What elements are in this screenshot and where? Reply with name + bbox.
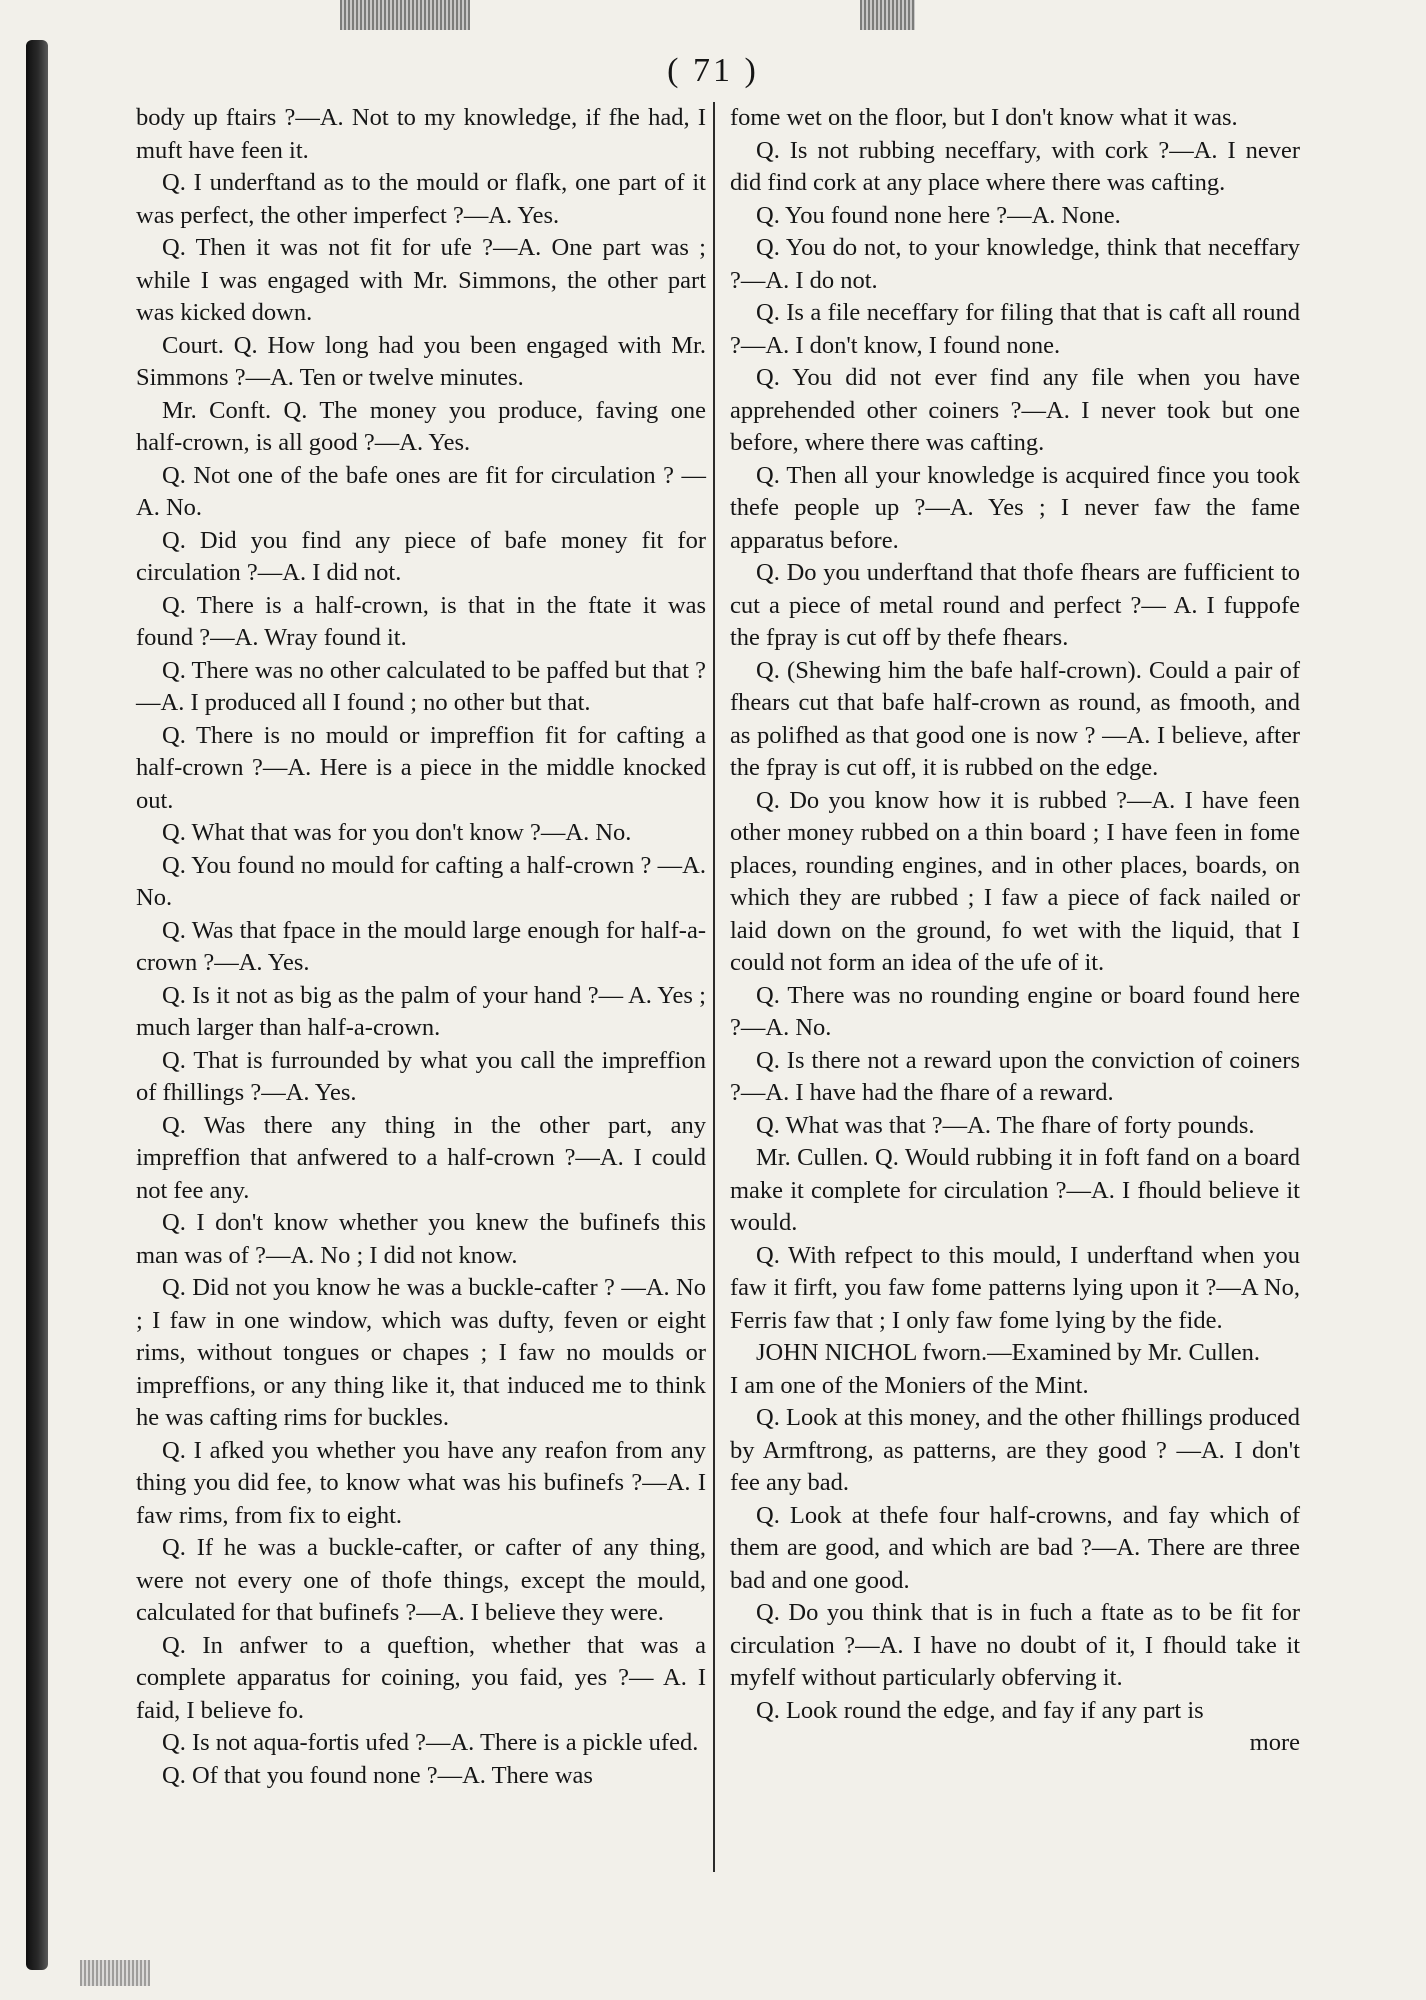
paragraph: Q. There is a half-crown, is that in the ftate it was found ?—A. Wray found it. — [136, 591, 706, 651]
paragraph: Q. You found no mould for cafting a half-crown ? —A. No. — [136, 851, 706, 911]
header-ornament-right — [860, 0, 915, 30]
paragraph: Q. (Shewing him the bafe half-crown). Could a pair of fhears cut that bafe half-crown as round, as fmooth, and as polifhed as that good one is now ? —A. I believe, after the fpray is cut off, it is rubbed on the edge. — [730, 656, 1300, 781]
paragraph: more — [1249, 1729, 1300, 1756]
paragraph: JOHN NICHOL fworn.—Examined by Mr. Cullen. — [756, 1339, 1261, 1366]
paragraph: Q. You do not, to your knowledge, think that neceffary ?—A. I do not. — [730, 234, 1300, 294]
paragraph: Q. Did not you know he was a buckle-cafter ? —A. No ; I faw in one window, which was dufty, feven or eight rims, without tongues or chapes ; I faw no moulds or impreffions, or any thing like it, that induced me to think he was cafting rims for buckles. — [136, 1274, 706, 1431]
left-column — [136, 102, 706, 1942]
paragraph: Q. That is furrounded by what you call the impreffion of fhillings ?—A. Yes. — [136, 1046, 706, 1106]
paragraph: Q. Then it was not fit for ufe ?—A. One part was ; while I was engaged with Mr. Simmons, the other part was kicked down. — [136, 234, 706, 326]
paragraph: Q. Is a file neceffary for filing that that is caft all round ?—A. I don't know, I found none. — [730, 299, 1300, 359]
paragraph: Q. If he was a buckle-cafter, or cafter of any thing, were not every one of thofe things, except the mould, calculated for that bufinefs ?—A. I believe they were. — [136, 1534, 706, 1626]
paragraph: Q. Do you think that is in fuch a ftate as to be fit for circulation ?—A. I have no doubt of it, I fhould take it myfelf without particularly obferving it. — [730, 1599, 1300, 1691]
paragraph: Mr. Conft. Q. The money you produce, faving one half-crown, is all good ?—A. Yes. — [136, 396, 706, 456]
paragraph: Q. There was no rounding engine or board found here ?—A. No. — [730, 981, 1300, 1041]
paragraph: Q. Did you find any piece of bafe money fit for circulation ?—A. I did not. — [136, 526, 706, 586]
paragraph: Q. Look at thefe four half-crowns, and fay which of them are good, and which are bad ?—A. There are three bad and one good. — [730, 1501, 1300, 1594]
paragraph: Q. You did not ever find any file when you have apprehended other coiners ?—A. I never took but one before, where there was cafting. — [730, 364, 1300, 456]
paragraph: Q. Do you underftand that thofe fhears are fufficient to cut a piece of metal round and perfect ?— A. I fuppofe the fpray is cut off by thefe fhears. — [730, 559, 1300, 651]
paragraph: Q. What that was for you don't know ?—A. No. — [162, 819, 632, 846]
paragraph: Q. There is no mould or impreffion fit for cafting a half-crown ?—A. Here is a piece in the middle knocked out. — [136, 721, 706, 814]
paragraph: Q. With refpect to this mould, I underftand when you faw it firft, you faw fome patterns lying upon it ?—A No, Ferris faw that ; I only faw fome lying by the fide. — [730, 1241, 1300, 1334]
paragraph: Q. Then all your knowledge is acquired fince you took thefe people up ?—A. Yes ; I never faw the fame apparatus before. — [730, 461, 1300, 554]
paragraph: Q. You found none here ?—A. None. — [756, 201, 1121, 229]
paragraph: Mr. Cullen. Q. Would rubbing it in foft fand on a board make it complete for circulation ?—A. I fhould believe it would. — [730, 1144, 1300, 1236]
paragraph: Q. Is there not a reward upon the conviction of coiners ?—A. I have had the fhare of a reward. — [730, 1046, 1300, 1106]
paragraph: Q. Was there any thing in the other part, any impreffion that anfwered to a half-crown ?—A. I could not fee any. — [136, 1111, 706, 1204]
footer-ornament — [80, 1960, 150, 1986]
paragraph: Q. Of that you found none ?—A. There was — [162, 1761, 593, 1789]
paragraph: Q. Look round the edge, and fay if any part is — [756, 1696, 1204, 1724]
paragraph: Q. What was that ?—A. The fhare of forty pounds. — [756, 1111, 1255, 1139]
paragraph: I am one of the Moniers of the Mint. — [730, 1371, 1089, 1399]
paragraph: Q. In anfwer to a queftion, whether that was a complete apparatus for coining, you faid, yes ?— A. I faid, I believe fo. — [136, 1631, 706, 1724]
page-number: ( 71 ) — [667, 52, 759, 89]
paragraph: Q. Is not aqua-fortis ufed ?—A. There is a pickle ufed. — [162, 1729, 699, 1756]
paragraph: Q. Was that fpace in the mould large enough for half-a-crown ?—A. Yes. — [136, 916, 706, 976]
paragraph: Q. I underftand as to the mould or flafk, one part of it was perfect, the other imperfect ?—A. Yes. — [136, 169, 706, 229]
header-ornament-left — [340, 0, 470, 30]
paragraph: Q. Is not rubbing neceffary, with cork ?—A. I never did find cork at any place where there was cafting. — [730, 136, 1300, 196]
paragraph: Q. I don't know whether you knew the bufinefs this man was of ?—A. No ; I did not know. — [136, 1209, 706, 1269]
paragraph: Court. Q. How long had you been engaged with Mr. Simmons ?—A. Ten or twelve minutes. — [136, 331, 706, 391]
binding-shadow — [26, 40, 48, 1970]
paragraph: Q. Do you know how it is rubbed ?—A. I have feen other money rubbed on a thin board ; I have feen in fome places, rounding engines, and in other places, boards, on which they are rubbed ; I faw a piece of fack nailed or laid down on the ground, fo wet with the liquid, that I could not form an idea of the ufe of it. — [730, 786, 1300, 976]
paragraph: Q. There was no other calculated to be paffed but that ?—A. I produced all I found ; no other but that. — [136, 656, 706, 716]
paragraph: fome wet on the floor, but I don't know what it was. — [730, 104, 1238, 131]
paragraph: Q. I afked you whether you have any reafon from any thing you did fee, to know what was his bufinefs ?—A. I faw rims, from fix to eight. — [136, 1436, 706, 1529]
paragraph: Q. Is it not as big as the palm of your hand ?— A. Yes ; much larger than half-a-crown. — [136, 981, 706, 1041]
paragraph: Q. Not one of the bafe ones are fit for circulation ? —A. No. — [136, 461, 706, 521]
paragraph: Q. Look at this money, and the other fhillings produced by Armftrong, as patterns, are they good ? —A. I don't fee any bad. — [730, 1404, 1300, 1496]
paragraph: body up ftairs ?—A. Not to my knowledge, if fhe had, I muft have feen it. — [136, 104, 706, 164]
column-rule — [713, 102, 715, 1872]
right-column — [730, 102, 1300, 1942]
